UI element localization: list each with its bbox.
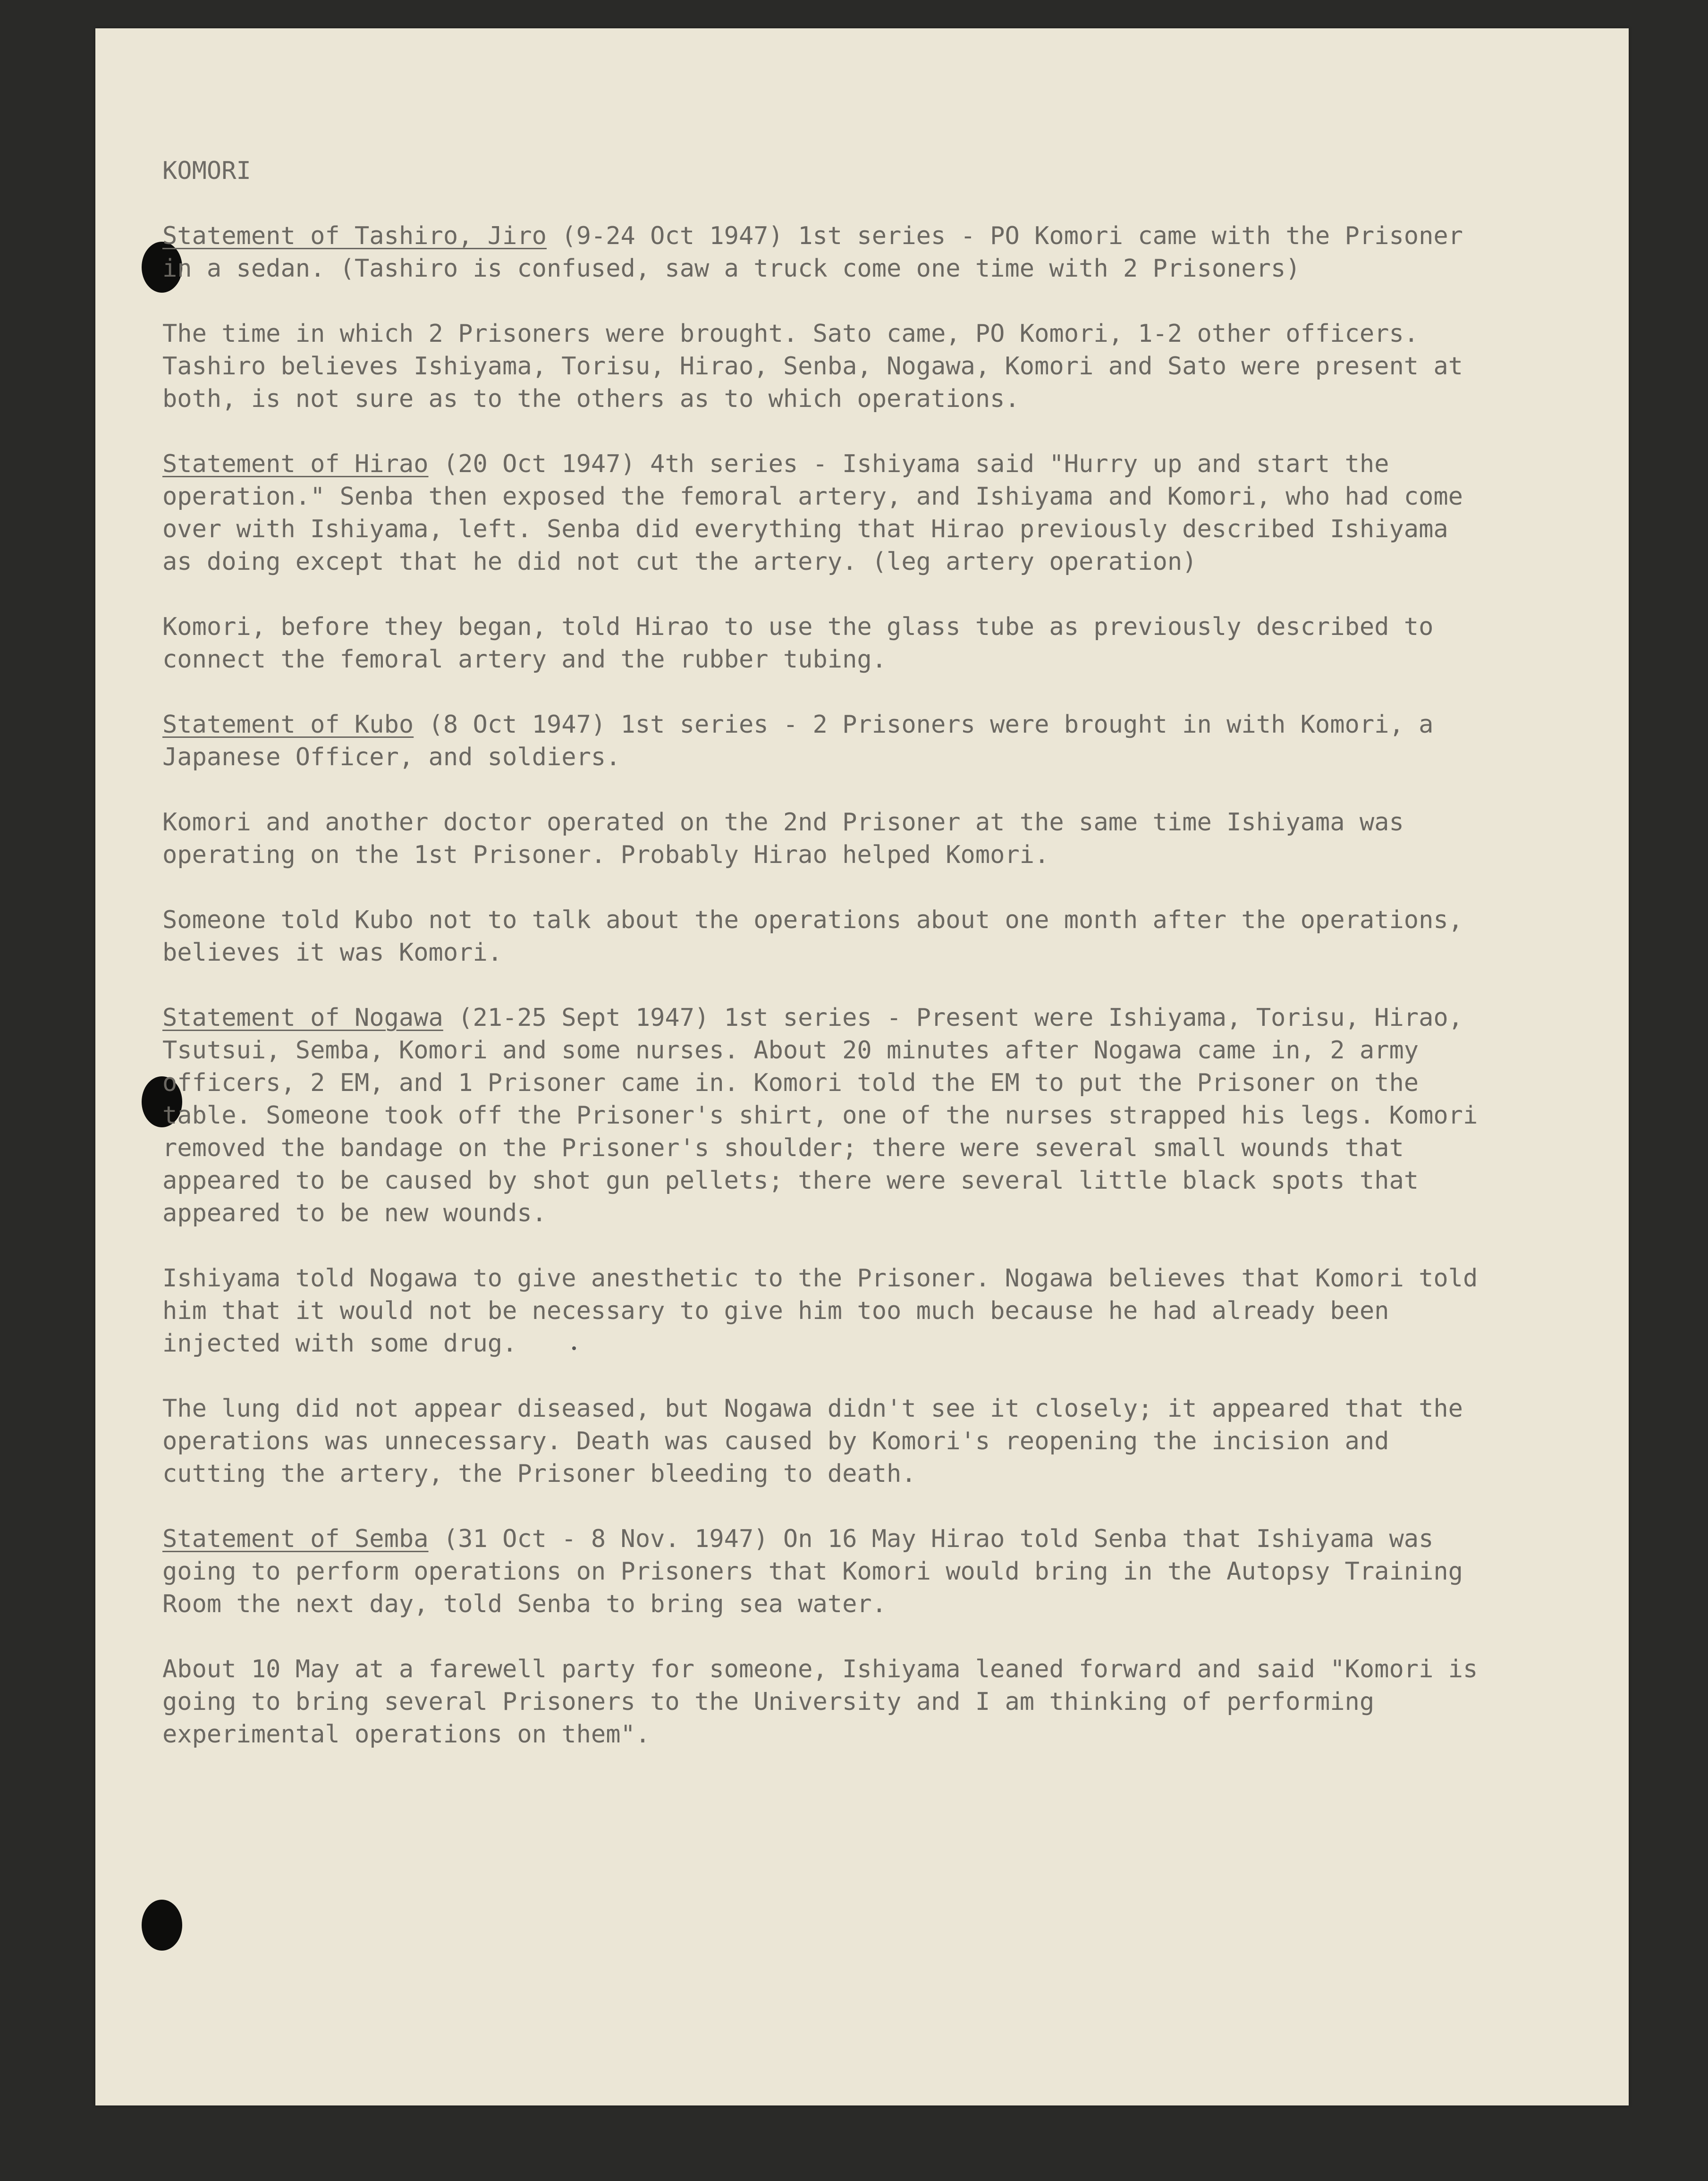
paragraph-nogawa-cont-1 — [162, 1262, 1484, 1360]
paragraph-kubo — [162, 709, 1484, 774]
statement-label: Statement of Hirao — [162, 450, 429, 478]
paragraph-text: The time in which 2 Prisoners were brought. Sato came, PO Komori, 1-2 other officers. Tashiro believes Ishiyama, Torisu, Hirao, Senba, Nogawa, Komori and Sato were present at both, is not sure as to the others as to which operations. — [162, 320, 1463, 413]
paragraph-text: Ishiyama told Nogawa to give anesthetic to the Prisoner. Nogawa believes that Komori told him that it would not be necessary to give him too much because he had already been injected with some drug. — [162, 1264, 1478, 1358]
paragraph-semba-cont — [162, 1653, 1484, 1751]
paragraph-text: (20 Oct 1947) 4th series - Ishiyama said "Hurry up and start the operation." Senba then exposed the femoral artery, and Ishiyama and Komori, who had come over with Ishiyama, left. Senba did everything that Hirao previously described Ishiyama as doing except that he did not cut the artery. (leg artery operation) — [162, 450, 1463, 576]
paragraph-text: (9-24 Oct 1947) 1st series - PO Komori came with the Prisoner in a sedan. (Tashiro is confused, saw a truck come one time with 2 Prisoners) — [162, 222, 1463, 283]
paragraph-text: Someone told Kubo not to talk about the operations about one month after the operations, believes it was Komori. — [162, 906, 1463, 967]
statement-label: Statement of Tashiro, Jiro — [162, 222, 547, 250]
paragraph-text: Komori and another doctor operated on the 2nd Prisoner at the same time Ishiyama was operating on the 1st Prisoner. Probably Hirao helped Komori. — [162, 808, 1404, 869]
paragraph-text: (31 Oct - 8 Nov. 1947) On 16 May Hirao told Senba that Ishiyama was going to perform operations on Prisoners that Komori would bring in the Autopsy Training Room the next day, told Senba to bring sea water. — [162, 1525, 1463, 1618]
paragraph-kubo-cont-2 — [162, 904, 1484, 969]
paragraph-text: About 10 May at a farewell party for someone, Ishiyama leaned forward and said "Komori is going to bring several Prisoners to the University and I am thinking of performing experimental operations on them". — [162, 1655, 1478, 1749]
statement-label: Statement of Nogawa — [162, 1004, 443, 1032]
paragraph-tashiro-cont — [162, 318, 1484, 415]
paragraph-text: (21-25 Sept 1947) 1st series - Present were Ishiyama, Torisu, Hirao, Tsutsui, Semba, Komori and some nurses. About 20 minutes after Nogawa came in, 2 army officers, 2 EM, and 1 Prisoner came in. Komori told the EM to put the Prisoner on the table. Someone took off the Prisoner's shirt, one of the nurses strapped his legs. Komori removed the bandage on the Prisoner's shoulder; there were several small wounds that appeared to be caused by shot gun pellets; there were several little black spots that appeared to be new wounds. — [162, 1004, 1478, 1227]
paragraph-hirao-cont — [162, 611, 1484, 676]
paragraph-nogawa-cont-2 — [162, 1393, 1484, 1490]
statement-label: Statement of Kubo — [162, 710, 414, 739]
document-body — [162, 155, 1484, 1784]
paragraph-nogawa — [162, 1002, 1484, 1230]
document-heading: KOMORI — [162, 157, 251, 185]
paragraph-text: (8 Oct 1947) 1st series - 2 Prisoners were brought in with Komori, a Japanese Officer, and soldiers. — [162, 710, 1434, 771]
paragraph-kubo-cont-1 — [162, 806, 1484, 871]
paragraph-text: The lung did not appear diseased, but Nogawa didn't see it closely; it appeared that the operations was unnecessary. Death was caused by Komori's reopening the incision and cutting the artery, the Prisoner bleeding to death. — [162, 1395, 1463, 1488]
paragraph-tashiro — [162, 220, 1484, 285]
paragraph-semba — [162, 1523, 1484, 1621]
paragraph-text: Komori, before they began, told Hirao to use the glass tube as previously described to connect the femoral artery and the rubber tubing. — [162, 613, 1434, 674]
statement-label: Statement of Semba — [162, 1525, 429, 1553]
paragraph-hirao — [162, 448, 1484, 578]
punch-hole-bottom — [142, 1900, 182, 1951]
